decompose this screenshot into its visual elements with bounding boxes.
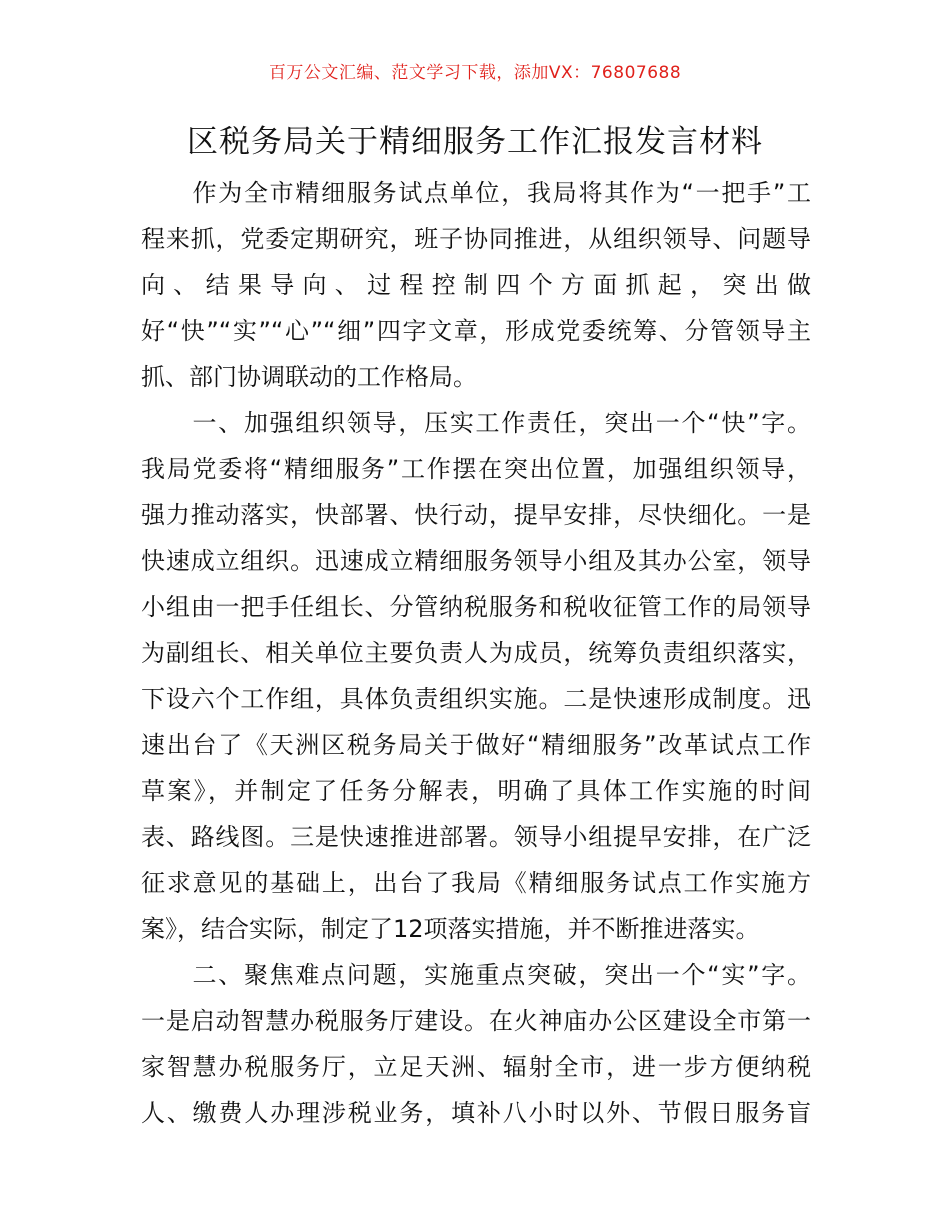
body-line: 征求意见的基础上，出台了我局《精细服务试点工作实施方 (141, 869, 811, 897)
body-line: 速出台了《天洲区税务局关于做好“精细服务”改革试点工作 (141, 731, 811, 759)
body-line: 下设六个工作组，具体负责组织实施。二是快速形成制度。迅 (141, 685, 811, 713)
body-line: 一、加强组织领导，压实工作责任，突出一个“快”字。 (141, 409, 811, 437)
body-line: 草案》，并制定了任务分解表，明确了具体工作实施的时间 (141, 777, 811, 805)
body-line: 一是启动智慧办税服务厅建设。在火神庙办公区建设全市第一 (141, 1007, 811, 1035)
body-line: 作为全市精细服务试点单位，我局将其作为“一把手”工 (141, 179, 811, 207)
body-line: 好“快”“实”“心”“细”四字文章，形成党委统筹、分管领导主 (141, 317, 811, 345)
body-line: 表、路线图。三是快速推进部署。领导小组提早安排，在广泛 (141, 823, 811, 851)
body-line: 快速成立组织。迅速成立精细服务领导小组及其办公室，领导 (141, 547, 811, 575)
document-title: 区税务局关于精细服务工作汇报发言材料 (187, 124, 763, 160)
body-line: 为副组长、相关单位主要负责人为成员，统筹负责组织落实， (141, 639, 811, 667)
body-line: 家智慧办税服务厅，立足天洲、辐射全市，进一步方便纳税 (141, 1053, 811, 1081)
body-line: 抓、部门协调联动的工作格局。 (141, 363, 477, 391)
body-line: 程来抓，党委定期研究，班子协同推进，从组织领导、问题导 (141, 225, 811, 253)
body-line: 强力推动落实，快部署、快行动，提早安排，尽快细化。一是 (141, 501, 811, 529)
body-line: 人、缴费人办理涉税业务，填补八小时以外、节假日服务盲 (141, 1099, 811, 1127)
watermark-header: 百万公文汇编、范文学习下载，添加VX：76807688 (268, 63, 682, 83)
body-line: 二、聚焦难点问题，实施重点突破，突出一个“实”字。 (141, 961, 811, 989)
document-body (141, 170, 811, 1136)
body-line: 我局党委将“精细服务”工作摆在突出位置，加强组织领导， (141, 455, 811, 483)
body-line: 案》，结合实际，制定了12项落实措施，并不断推进落实。 (141, 915, 760, 943)
body-line: 向、结果导向、过程控制四个方面抓起，突出做 (141, 271, 811, 299)
body-line: 小组由一把手任组长、分管纳税服务和税收征管工作的局领导 (141, 593, 811, 621)
